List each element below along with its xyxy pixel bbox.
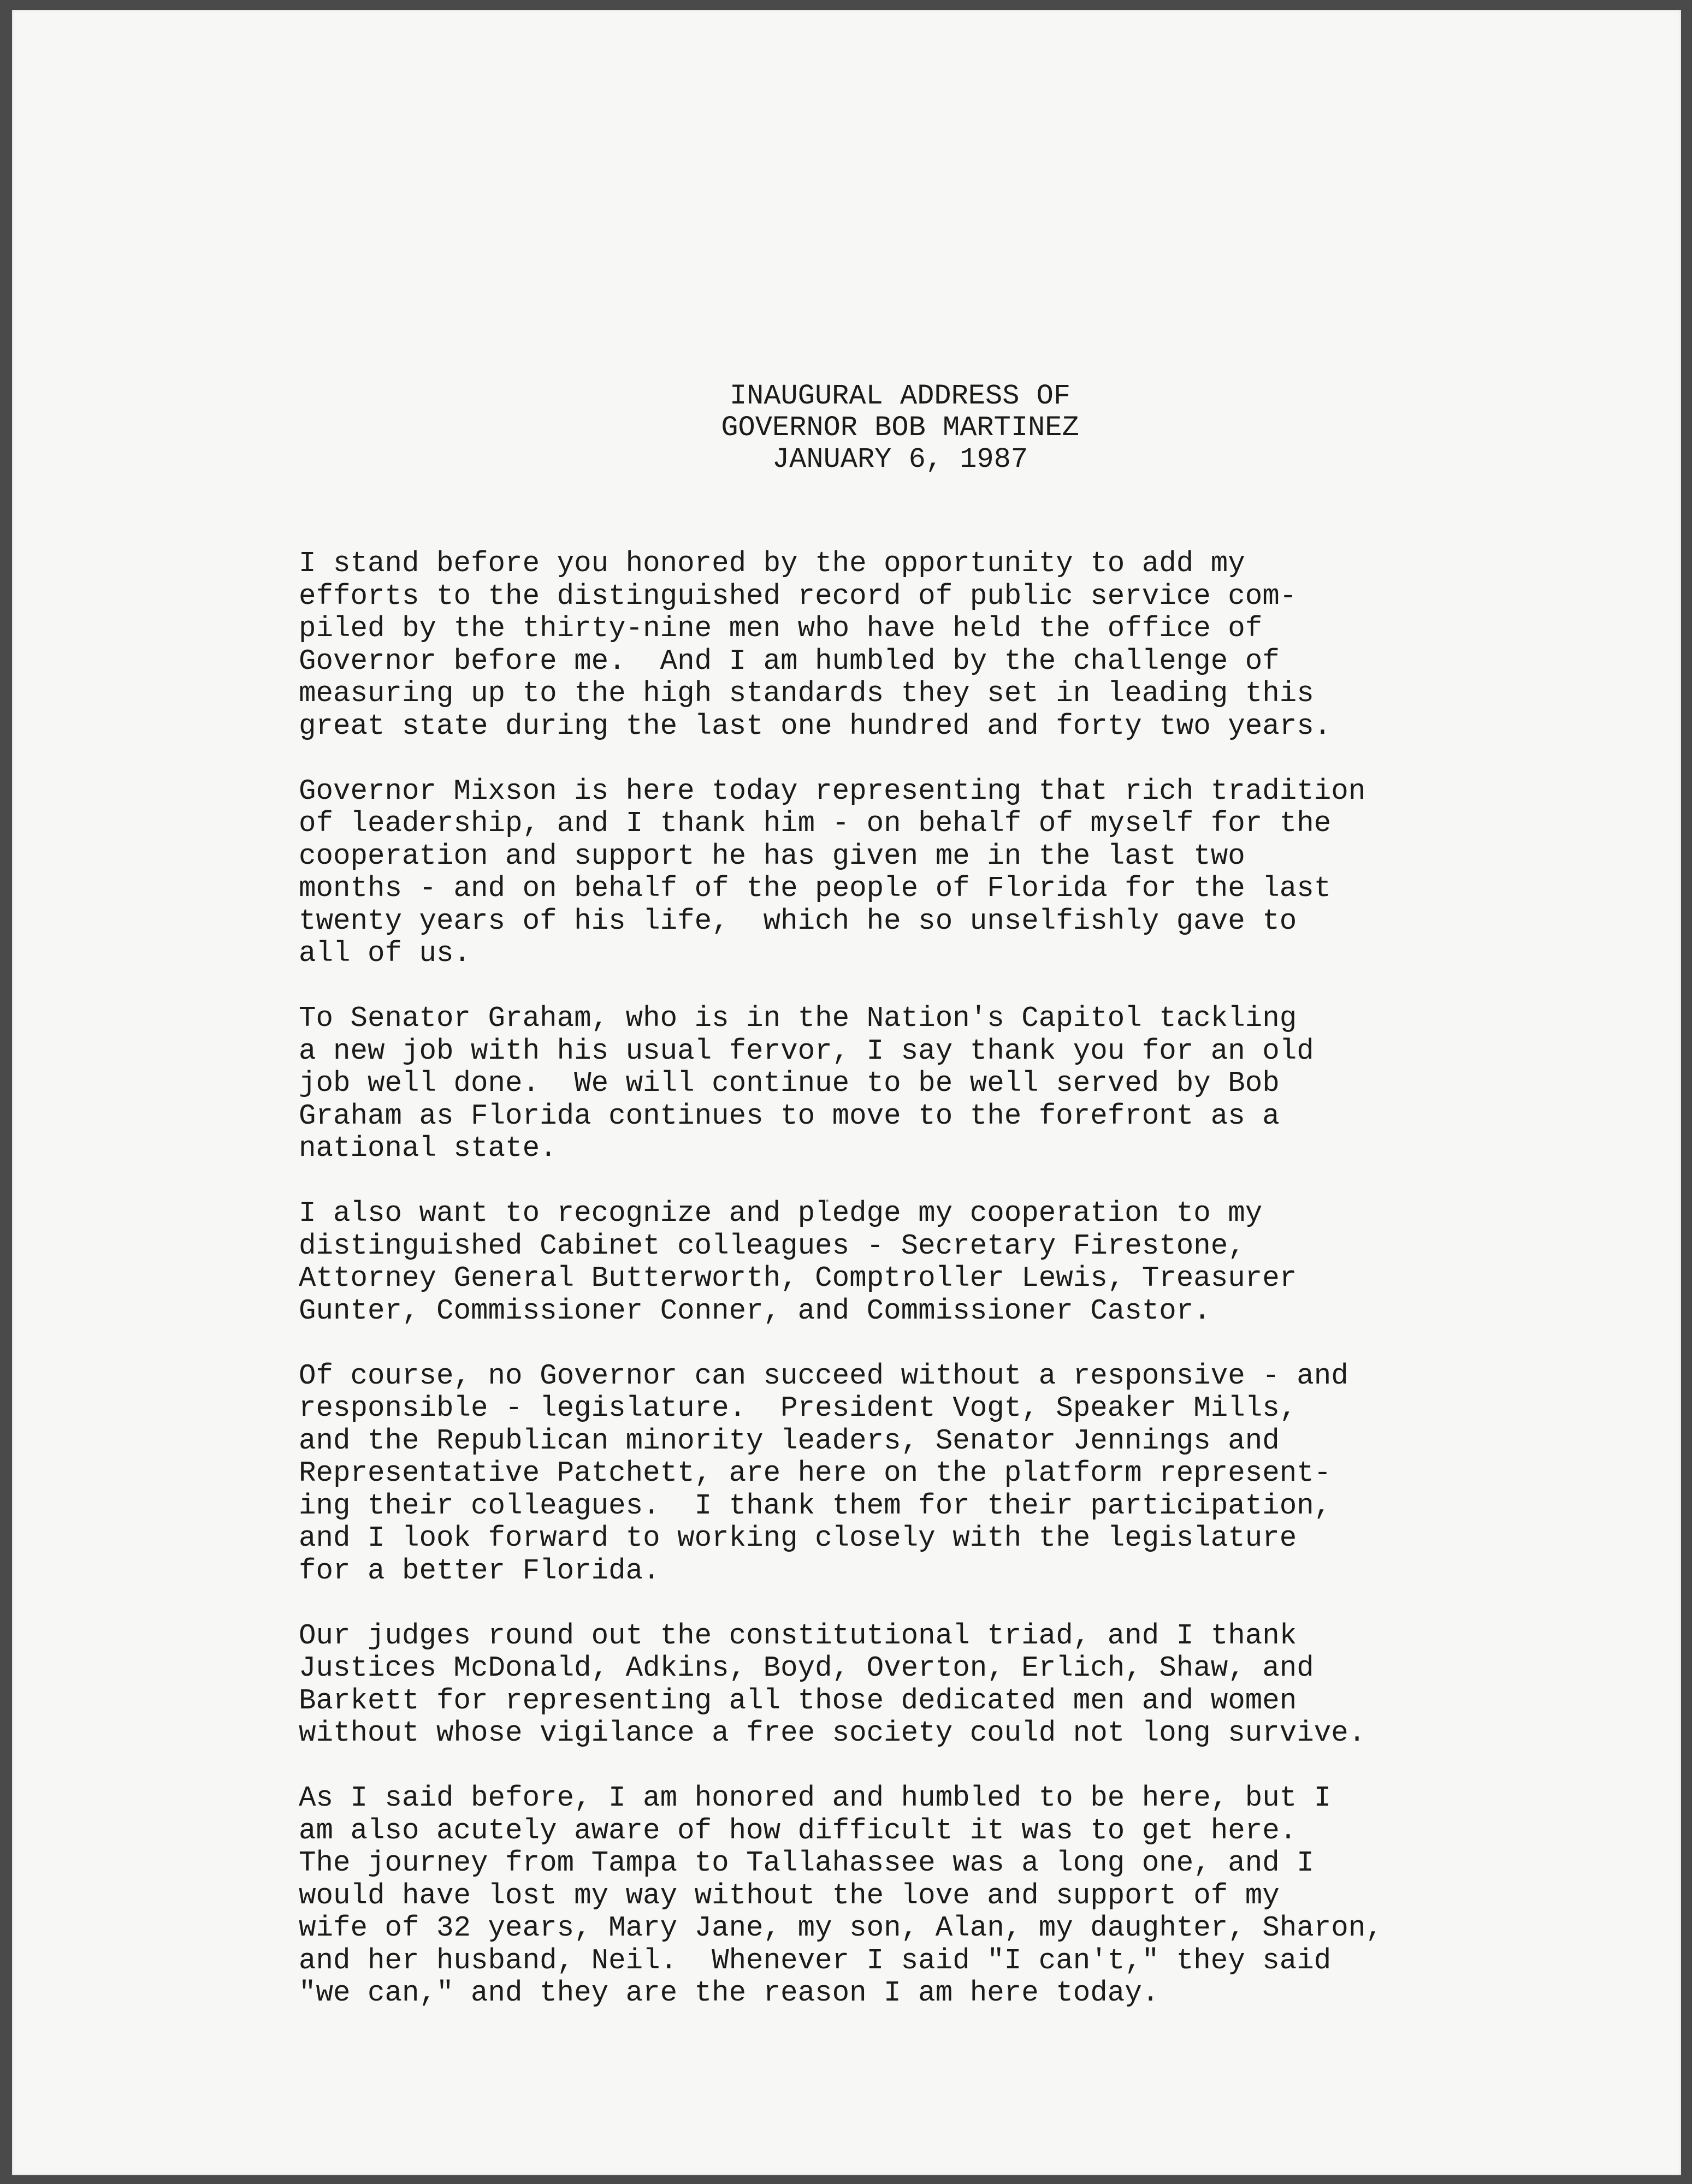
text-line: Representative Patchett, are here on the platform represent- (299, 1457, 1332, 1489)
text-line: Governor Mixson is here today representing that rich tradition (299, 774, 1366, 808)
text-line: Gunter, Commissioner Conner, and Commissioner Castor. (299, 1294, 1211, 1327)
address-body (299, 548, 1555, 2042)
text-line: Our judges round out the constitutional triad, and I thank (299, 1619, 1297, 1652)
heading-name: GOVERNOR BOB MARTINEZ (721, 412, 1079, 444)
text-line: months - and on behalf of the people of Florida for the last (299, 872, 1332, 905)
text-line: of leadership, and I thank him - on behalf of myself for the (299, 807, 1332, 840)
text-line: and the Republican minority leaders, Senator Jennings and (299, 1424, 1280, 1457)
text-line: efforts to the distinguished record of public service com- (299, 579, 1297, 613)
text-line: To Senator Graham, who is in the Nation's Capitol tackling (299, 1002, 1297, 1035)
heading-date: JANUARY 6, 1987 (772, 443, 1028, 476)
text-line: Of course, no Governor can succeed without a responsive - and (299, 1359, 1348, 1392)
paragraph-7 (299, 1782, 1555, 2010)
text-line: ing their colleagues. I thank them for their participation, (299, 1489, 1332, 1522)
text-line: twenty years of his life, which he so unselfishly gave to (299, 904, 1297, 937)
text-line: I also want to recognize and pledge my cooperation to my (299, 1197, 1263, 1230)
text-line: Barkett for representing all those dedicated men and women (299, 1684, 1297, 1717)
text-line: great state during the last one hundred and forty two years. (299, 709, 1332, 743)
paragraph-6 (299, 1620, 1555, 1750)
text-line: "we can," and they are the reason I am here today. (299, 1977, 1159, 2009)
text-line: wife of 32 years, Mary Jane, my son, Alan, my daughter, Sharon, (299, 1912, 1383, 1944)
text-line: for a better Florida. (299, 1554, 660, 1587)
text-line: Justices McDonald, Adkins, Boyd, Overton, Erlich, Shaw, and (299, 1652, 1314, 1684)
text-line: The journey from Tampa to Tallahassee was a long one, and I (299, 1847, 1314, 1879)
text-line: a new job with his usual fervor, I say thank you for an old (299, 1034, 1314, 1067)
text-line: cooperation and support he has given me in the last two (299, 839, 1245, 873)
text-line: Graham as Florida continues to move to the forefront as a (299, 1099, 1280, 1132)
text-line: Governor before me. And I am humbled by the challenge of (299, 644, 1280, 678)
text-line: distinguished Cabinet colleagues - Secretary Firestone, (299, 1229, 1245, 1262)
text-line: job well done. We will continue to be well served by Bob (299, 1067, 1280, 1100)
text-line: would have lost my way without the love and support of my (299, 1879, 1280, 1912)
paragraph-2 (299, 775, 1555, 970)
paragraph-4 (299, 1197, 1555, 1327)
text-line: As I said before, I am honored and humbled to be here, but I (299, 1782, 1332, 1814)
document-heading (0, 381, 1692, 476)
heading-title: INAUGURAL ADDRESS OF (729, 380, 1071, 412)
text-line: I stand before you honored by the opportunity to add my (299, 547, 1245, 580)
text-line: piled by the thirty-nine men who have held the office of (299, 612, 1263, 645)
text-line: am also acutely aware of how difficult it was to get here. (299, 1814, 1297, 1847)
text-line: without whose vigilance a free society could not long survive. (299, 1717, 1366, 1749)
text-line: measuring up to the high standards they set in leading this (299, 677, 1314, 710)
text-line: and I look forward to working closely with the legislature (299, 1522, 1297, 1554)
paragraph-3 (299, 1002, 1555, 1165)
paragraph-5 (299, 1360, 1555, 1588)
paragraph-1 (299, 548, 1555, 743)
text-line: responsible - legislature. President Vogt, Speaker Mills, (299, 1392, 1297, 1425)
text-line: national state. (299, 1132, 557, 1165)
text-line: all of us. (299, 937, 471, 970)
text-line: Attorney General Butterworth, Comptroller Lewis, Treasurer (299, 1262, 1297, 1295)
text-line: and her husband, Neil. Whenever I said "I can't," they said (299, 1944, 1332, 1977)
